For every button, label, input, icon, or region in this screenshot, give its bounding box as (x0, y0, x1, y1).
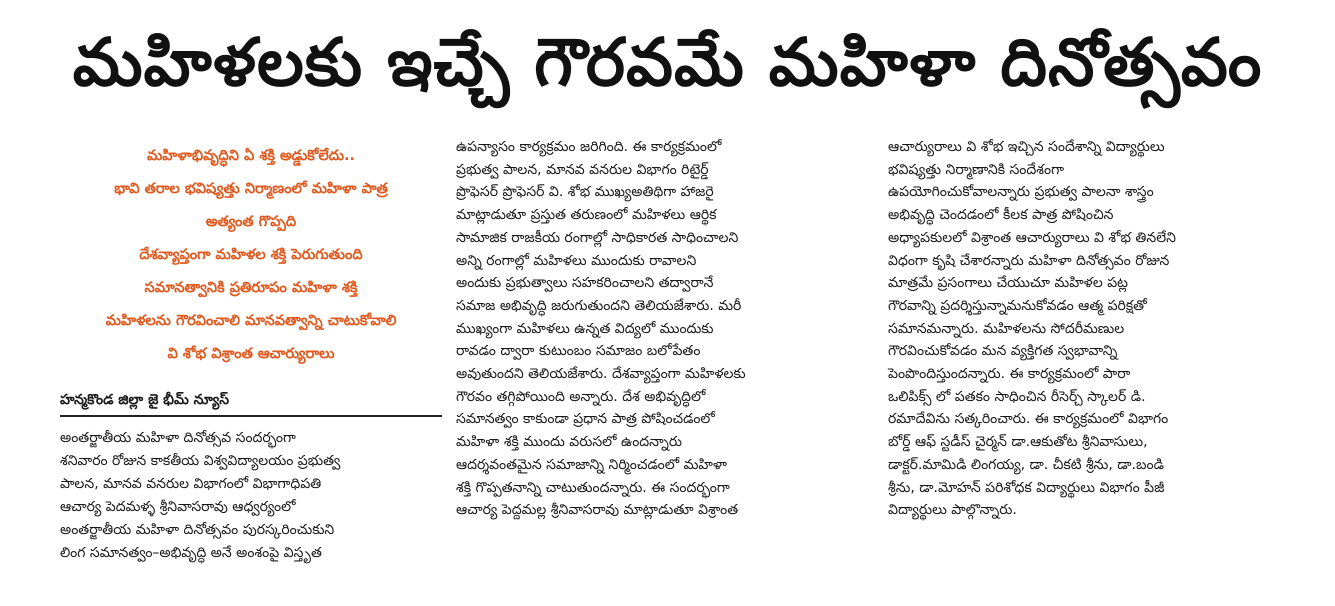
highlight-line: వి శోభ విశ్రాంత ఆచార్యురాలు (167, 346, 335, 362)
body-line: లింగ సమానత్వం–అభివృద్ధి అనే అంశంపై విస్తృత (60, 545, 322, 561)
highlight-line: దేశవ్యాప్తంగా మహిళల శక్తి పెరుగుతుంది (139, 247, 363, 263)
body-line: శనివారం రోజున కాకతీయ విశ్వవిద్యాలయం ప్రభుత్వ (60, 453, 341, 469)
body-line: ఒలిపిక్స్ లో పతకం సాధించిన రీసెర్చ్ స్కాలర్ డి. (888, 388, 1146, 405)
body-line: శక్తి గొప్పతనాన్ని చాటుతుందన్నారు. ఈ సందర్భంగా (456, 479, 730, 496)
highlight-line: మహిళలను గౌరవించాలి మానవత్వాన్ని చాటుకోవాలి (105, 313, 397, 329)
body-line: శ్రీను, డా.మోహన్ పరిశోధక విద్యార్థులు విభాగం పీజీ (888, 479, 1165, 496)
left-column (60, 136, 442, 565)
body-line: ముఖ్యంగా మహిళలు ఉన్నత విద్యలో ముందుకు (456, 320, 714, 337)
body-line: భవిష్యత్తు నిర్మాణానికి సందేశంగా (888, 161, 1064, 178)
body-line: పెంపొందిస్తుందన్నారు. ఈ కార్యక్రమంలో పారా (888, 366, 1131, 383)
body-line: అంతర్జాతీయ మహిళా దినోత్సవం పురస్కరించుకుని (60, 522, 335, 538)
highlight-line: భావి తరాల భవిష్యత్తు నిర్మాణంలో మహిళా పాత్ర (114, 181, 388, 197)
body-line: ఆచార్యురాలు వి శోభ ఇచ్చిన సందేశాన్ని విద్యార్థులు (888, 139, 1165, 155)
byline: హన్మకొండ జిల్లా జై భీమ్ న్యూస్ (60, 389, 442, 417)
body-line: అన్ని రంగాల్లో మహిళలు ముందుకు రావాలని (456, 252, 697, 269)
article-body-col3 (888, 136, 1308, 522)
body-line: విధంగా కృషి చేశారన్నారు మహిళా దినోత్సవం రోజున (888, 252, 1170, 269)
body-line: ప్రొఫెసర్ ప్రొఫెసర్ వి. శోభ ముఖ్యఅతిథిగా హాజరై (456, 184, 714, 201)
body-line: పాలన, మానవ వనరుల విభాగంలో విభాగాధిపతి (60, 476, 322, 492)
body-line: సమానమన్నారు. మహిళలను సోదరీమణుల (888, 320, 1125, 337)
body-line: ఆచార్య పెద్దమల్ల శ్రీనివాసరావు మాట్లాడుతూ విశ్రాంత (456, 502, 739, 519)
body-line: మహిళా శక్తి ముందు వరుసలో ఉందన్నారు (456, 434, 682, 451)
highlight-line: అత్యంత గొప్పది (205, 214, 297, 230)
body-line: ఆచార్య పెదమళ్ళ శ్రీనివాసరావు ఆధ్వర్యంలో (60, 499, 296, 515)
headline: మహిళలకు ఇచ్చే గౌరవమే మహిళా దినోత్సవం (72, 24, 1263, 101)
body-line: గౌరవాన్ని ప్రదర్శిస్తున్నామనుకోవడం ఆత్మ పరిక్షతో (888, 297, 1147, 314)
highlight-line: సమానత్వానికి ప్రతిరూపం మహిళా శక్తి (144, 280, 358, 296)
body-line: గౌరవం తగ్గిపోయింది అన్నారు. దేశ అభివృద్ధిలో (456, 388, 706, 405)
body-line: అభివృద్ధి చెందడంలో కీలక పాత్ర పోషించిన (888, 207, 1114, 224)
body-line: ఆదర్శవంతమైన సమాజాన్ని నిర్మించడంలో మహిళా (456, 456, 728, 473)
body-line: రావడం ద్వారా కుటుంబం సమాజం బలోపేతం (456, 343, 701, 360)
body-line: ఉపయోగించుకోవాలన్నారు ప్రభుత్వ పాలనా శాస్త్రం (888, 184, 1154, 201)
highlight-line: మహిళాభివృద్ధిని ఏ శక్తి అడ్డుకోలేదు.. (146, 148, 356, 164)
body-line: బోర్డ్ ఆఫ్ స్టడీస్ చైర్మన్ డా.ఆకుతోట శ్రీనివాసులు, (888, 434, 1148, 451)
body-line: అవుతుందని తెలియజేశారు. దేశవ్యాప్తంగా మహిళలకు (456, 366, 746, 383)
body-line: సామాజిక రాజకీయ రంగాల్లో సాధికారత సాధించాలని (456, 229, 739, 246)
body-line: మాట్లాడుతూ ప్రస్తుత తరుణంలో మహిళలు ఆర్థిక (456, 207, 717, 224)
body-line: అందుకు ప్రభుత్వాలు సహకరించాలని తద్వారానే (456, 275, 714, 292)
article-body-col2 (456, 136, 860, 522)
body-line: గౌరవించుకోవడం మన వ్యక్తిగత స్వభావాన్ని (888, 343, 1118, 360)
article-body-col1 (60, 427, 442, 565)
body-line: మాత్రమే ప్రసంగాలు చేయుచూ మహిళల పట్ల (888, 275, 1128, 292)
body-line: డాక్టర్.మామిడి లింగయ్య, డా. చీకటి శ్రీను, డా.బండి (888, 456, 1164, 473)
body-line: సమాజ అభివృద్ధి జరుగుతుందని తెలియజేశారు. మరీ (456, 297, 742, 314)
body-line: ప్రభుత్వ పాలన, మానవ వనరుల విభాగం రిటైర్డ్ (456, 161, 709, 178)
body-line: విద్యార్థులు పాల్గొన్నారు. (888, 502, 1017, 519)
body-line: అంతర్జాతీయ మహిళా దినోత్సవ సందర్భంగా (60, 430, 296, 446)
highlight-box (60, 140, 442, 371)
body-line: అధ్యాపకులలో విశ్రాంత ఆచార్యురాలు వి శోభ తినలేని (888, 229, 1176, 246)
body-line: ఉపన్యాసం కార్యక్రమం జరిగింది. ఈ కార్యక్రమంలో (456, 139, 722, 155)
body-line: సమానత్వం కాకుండా ప్రధాన పాత్ర పోషించడంలో (456, 411, 715, 428)
body-line: రమాదేవిను సత్కరించారు. ఈ కార్యక్రమంలో విభాగం (888, 411, 1169, 428)
